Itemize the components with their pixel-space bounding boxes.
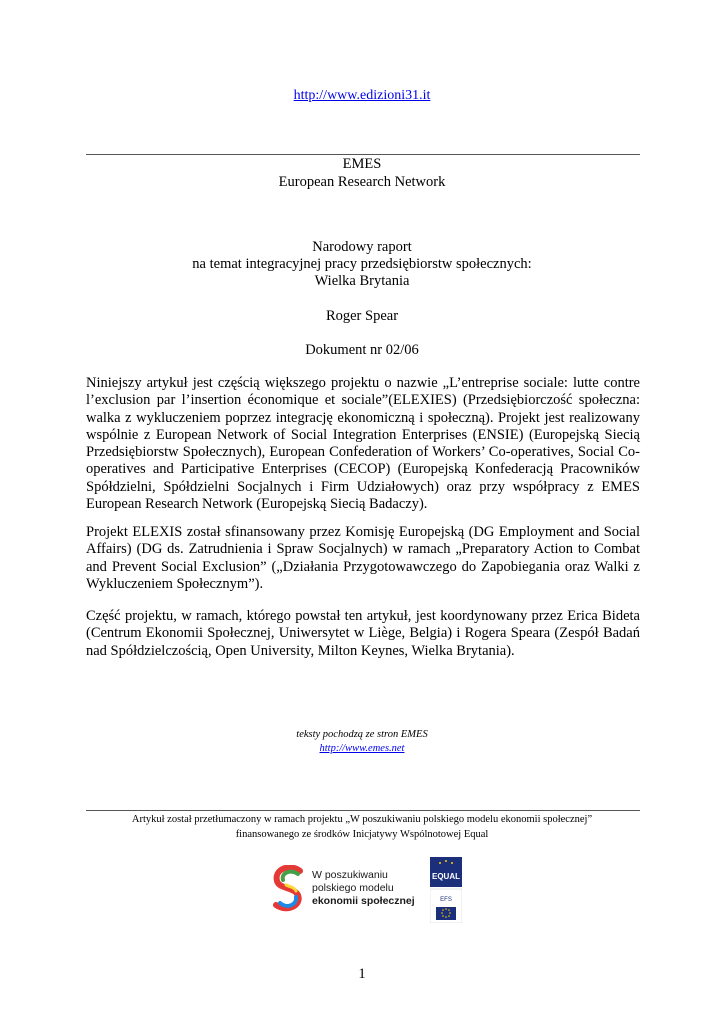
report-title-line3: Wielka Brytania [314,273,410,289]
org-name: EMES [342,156,382,172]
polish-social-economy-logo-icon [272,865,306,913]
paragraph-2-container [86,524,640,593]
paragraph-1: Niniejszy artykuł jest częścią większego projektu o nazwie „L’entreprise sociale: lutte contre l’exclusion par l’insertion économique et sociale”(ELEXIES) (Przedsiębiorczość społeczna: walka z wykluczeniem poprzez integrację ekonomiczną i społeczną). Projekt jest realizowany wspólnie z European Network of Social Integration Enterprises (ENSIE) (Europejską Siecią Przedsiębiorstw Społecznych), European Confederation of Workers’ Co-operatives, Social Co-operatives and Participative Enterprises (CECOP) (Europejską Konfederacją Pracowników Spółdzielni, Spółdzielni Socjalnych i Firm Udziałowych) oraz przy współpracy z EMES European Research Network (Europejską Siecią Badaczy). [86,375,640,513]
equal-efs-logo-icon [430,857,462,923]
header-url-container [0,86,724,104]
header-divider [86,154,640,155]
footer-line2: finansowanego ze środków Inicjatywy Wspólnotowej Equal [235,829,489,840]
paragraph-3-container [86,608,640,660]
paragraph-1-container [86,375,640,513]
document-number: Dokument nr 02/06 [305,342,419,358]
source-url-container [0,742,724,756]
footer-divider [86,810,640,811]
report-title-line2: na temat integracyjnej pracy przedsiębiorstw społecznych: [192,256,532,272]
source-note: teksty pochodzą ze stron EMES [296,729,428,740]
logo-text-line2: polskiego modelu [312,882,394,894]
page-number: 1 [358,966,366,982]
logo-text-line3: ekonomii społecznej [312,895,415,907]
org-subtitle: European Research Network [278,174,446,190]
source-url-link[interactable]: http://www.emes.net [319,743,405,754]
paragraph-3: Część projektu, w ramach, którego powstał ten artykuł, jest koordynowany przez Erica Bideta (Centrum Ekonomii Społecznej, Uniwersytet w Liège, Belgia) i Rogera Speara (Zespół Badań nad Spółdzielczością, Open University, Milton Keynes, Wielka Brytania). [86,608,640,659]
paragraph-2: Projekt ELEXIS został sfinansowany przez Komisję Europejską (DG Employment and Social Affairs) (DG ds. Zatrudnienia i Spraw Socjalnych) w ramach „Preparatory Action to Combat and Prevent Social Exclusion” („Działania Przygotowawczego do Zapobiegania oraz Walki z Wykluczeniem Społecznym”). [86,524,640,592]
logos-area [272,857,468,927]
author: Roger Spear [325,308,399,324]
header-url-link[interactable]: http://www.edizioni31.it [293,88,431,103]
efs-label: EFS [440,897,452,903]
footer-line1: Artykuł został przetłumaczony w ramach projektu „W poszukiwaniu polskiego modelu ekonomii społecznej” [131,814,593,825]
report-title-line1: Narodowy raport [312,239,412,255]
logo-text-line1: W poszukiwaniu [312,869,388,881]
equal-label: EQUAL [432,872,460,881]
logo-text [312,869,415,908]
